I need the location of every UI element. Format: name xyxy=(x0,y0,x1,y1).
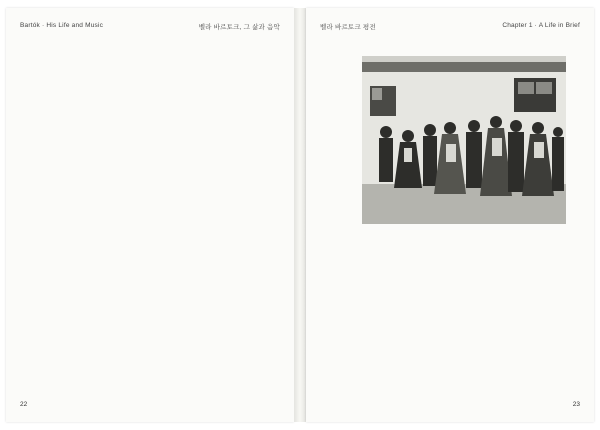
right-running-header xyxy=(320,22,580,31)
right-header-title: 벨라 바르토크 평전 xyxy=(320,24,376,31)
left-header-subtitle: 벨라 바르토크, 그 삶과 음악 xyxy=(198,24,280,31)
left-running-header xyxy=(20,22,280,31)
left-page xyxy=(6,8,294,422)
right-page-number: 23 xyxy=(572,401,580,408)
right-header-chapter: Chapter 1 · A Life in Brief xyxy=(502,22,580,29)
right-page xyxy=(306,8,594,422)
photo-illustration xyxy=(362,56,566,224)
folk-costume-photo xyxy=(362,56,566,224)
left-page-number: 22 xyxy=(20,401,28,408)
left-body-text xyxy=(46,40,270,406)
book-gutter xyxy=(294,8,306,422)
right-body-text xyxy=(330,250,558,414)
left-header-title: Bartók · His Life and Music xyxy=(20,22,104,29)
